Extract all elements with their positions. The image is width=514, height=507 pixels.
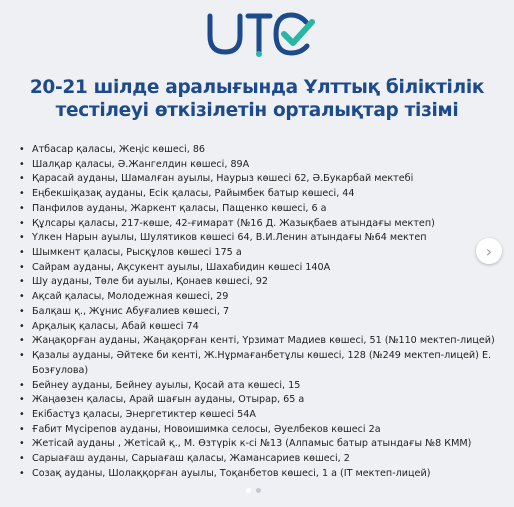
- list-item: • Атбасар қаласы, Жеңіс көшесі, 86: [18, 143, 506, 158]
- list-item: • Жаңаөзен қаласы, Арай шағын ауданы, Отырар, 65 а: [18, 393, 506, 408]
- carousel-next-button[interactable]: [476, 238, 502, 264]
- list-item: • Сайрам ауданы, Ақсукент ауылы, Шахабидин көшесі 140А: [18, 261, 506, 276]
- list-item: • Балқаш қ., Жұнис Абуғалиев көшесі, 7: [18, 305, 506, 320]
- list-item: • Құлсары қаласы, 217-көше, 42-ғимарат (№16 Д. Жазықбаев атындағы мектеп): [18, 217, 506, 232]
- list-item: • Шымкент қаласы, Рысқұлов көшесі 175 а: [18, 246, 506, 261]
- title-line-2: тестілеуі өткізілетін орталықтар тізімі: [55, 100, 459, 121]
- centers-list: [18, 143, 506, 482]
- list-item: • Арқалық қаласы, Абай көшесі 74: [18, 320, 506, 335]
- list-item: • Ақсай қаласы, Молодежная көшесі, 29: [18, 290, 506, 305]
- list-item: • Созақ ауданы, Шолаққорған ауылы, Тоқанбетов көшесі, 1 а (IT мектеп-лицей): [18, 467, 506, 482]
- list-item: • Панфилов ауданы, Жаркент қаласы, Пащенко көшесі, 6 а: [18, 202, 506, 217]
- list-item: • Жетісай ауданы , Жетісай қ., М. Өзтүрік к-сі №13 (Алпамыс батыр атындағы №8 КММ): [18, 437, 506, 452]
- list-item: • Үлкен Нарын ауылы, Шулятиков көшесі 64, В.И.Ленин атындағы №64 мектеп: [18, 231, 506, 246]
- list-item: • Қарасай ауданы, Шамалған ауылы, Наурыз көшесі 62, Ә.Букарбай мектебі: [18, 172, 506, 187]
- list-item: • Бейнеу ауданы, Бейнеу ауылы, Қосай ата көшесі, 15: [18, 379, 506, 394]
- carousel-dot-1[interactable]: [246, 488, 251, 493]
- list-item: • Екібастұз қаласы, Энергетиктер көшесі 54А: [18, 408, 506, 423]
- list-item: • Шу ауданы, Төле би ауылы, Қонаев көшесі, 92: [18, 275, 506, 290]
- list-item: • Еңбекшіқазақ ауданы, Есік қаласы, Райымбек батыр көшесі, 44: [18, 187, 506, 202]
- list-item: • Сарыағаш ауданы, Сарыағаш қаласы, Жамансариев көшесі, 2: [18, 452, 506, 467]
- list-item: • Жаңақорған ауданы, Жаңақорған кенті, Үрзимат Мадиев көшесі, 51 (№110 мектеп-лицей): [18, 334, 506, 349]
- chevron-right-icon: ›: [485, 241, 493, 261]
- utc-logo: [206, 10, 316, 60]
- carousel-dot-2[interactable]: [256, 488, 261, 493]
- page-title: [8, 76, 506, 122]
- list-item: • Ғабит Мүсірепов ауданы, Новоишимка селосы, Әуелбеков көшесі 2а: [18, 423, 506, 438]
- list-item: • Қазалы ауданы, Әйтеке би кенті, Ж.Нұрмағанбетұлы көшесі, 128 (№249 мектеп-лицей) Е. Бозғулова): [18, 349, 506, 378]
- list-item: • Шалқар қаласы, Ә.Жангелдин көшесі, 89А: [18, 158, 506, 173]
- title-line-1: 20-21 шілде аралығында Ұлттық біліктілік: [29, 77, 485, 98]
- carousel-dots: [246, 488, 261, 493]
